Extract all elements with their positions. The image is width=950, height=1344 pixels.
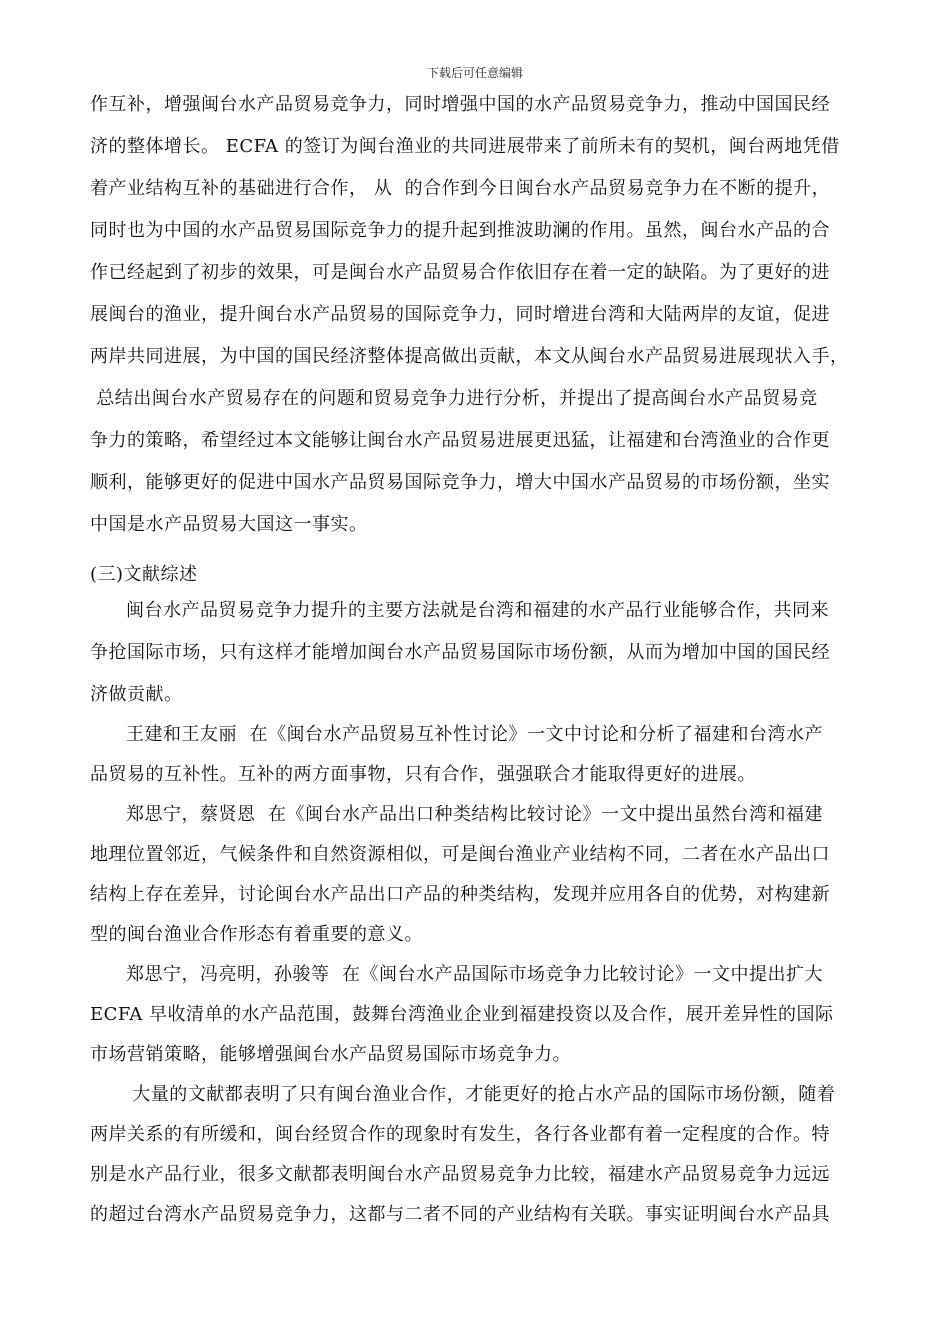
paragraph-first-line: 大量的文献都表明了只有闽台渔业合作，才能更好的抢占水产品的国际市场份额，随着	[126, 1084, 836, 1105]
text-line: 济的整体增长。 ECFA 的签订为闽台渔业的共同进展带来了前所未有的契机，闽台两地凭借	[90, 136, 840, 157]
text-line: 总结出闽台水产贸易存在的问题和贸易竞争力进行分析，并提出了提高闽台水产品贸易竞	[90, 388, 818, 409]
text-line: 的超过台湾水产品贸易竞争力，这都与二者不同的产业结构有关联。事实证明闽台水产品具	[90, 1204, 830, 1225]
text-line: 争力的策略，希望经过本文能够让闽台水产品贸易进展更迅猛，让福建和台湾渔业的合作更	[90, 430, 830, 451]
text-line: 品贸易的互补性。互补的两方面事物，只有合作，强强联合才能取得更好的进展。	[90, 764, 756, 785]
text-line: 济做贡献。	[90, 684, 183, 705]
text-line: 型的闽台渔业合作形态有着重要的意义。	[90, 924, 423, 945]
text-line: 展闽台的渔业，提升闽台水产品贸易的国际竞争力，同时增进台湾和大陆两岸的友谊，促进	[90, 304, 830, 325]
text-line: 顺利，能够更好的促进中国水产品贸易国际竞争力，增大中国水产品贸易的市场份额，坐实	[90, 472, 830, 493]
text-line: 别是水产品行业，很多文献都表明闽台水产品贸易竞争力比较，福建水产品贸易竞争力远远	[90, 1164, 830, 1185]
text-line: 结构上存在差异，讨论闽台水产品出口产品的种类结构，发现并应用各自的优势，对构建新	[90, 884, 830, 905]
text-line: 市场营销策略，能够增强闽台水产品贸易国际市场竞争力。	[90, 1044, 571, 1065]
text-line: 着产业结构互补的基础进行合作， 从 的合作到今日闽台水产品贸易竞争力在不断的提升，	[90, 178, 831, 199]
text-line: 两岸共同进展，为中国的国民经济整体提高做出贡献，本文从闽台水产品贸易进展现状入手，	[90, 346, 849, 367]
section-heading: (三)文献综述	[90, 564, 198, 585]
text-line: 同时也为中国的水产品贸易国际竞争力的提升起到推波助澜的作用。虽然，闽台水产品的合	[90, 220, 830, 241]
text-line: 作已经起到了初步的效果，可是闽台水产品贸易合作依旧存在着一定的缺陷。为了更好的进	[90, 262, 830, 283]
paragraph-first-line: 郑思宁，冯亮明，孙骏等 在《闽台水产品国际市场竞争力比较讨论》一文中提出扩大	[126, 964, 823, 985]
paragraph-first-line: 郑思宁，蔡贤恩 在《闽台水产品出口种类结构比较讨论》一文中提出虽然台湾和福建	[126, 804, 823, 825]
text-line: 作互补，增强闽台水产品贸易竞争力，同时增强中国的水产品贸易竞争力，推动中国国民经	[90, 94, 830, 115]
paragraph-first-line: 闽台水产品贸易竞争力提升的主要方法就是台湾和福建的水产品行业能够合作，共同来	[126, 600, 829, 621]
text-line: 两岸关系的有所缓和，闽台经贸合作的现象时有发生，各行各业都有着一定程度的合作。特	[90, 1124, 830, 1145]
text-line: 中国是水产品贸易大国这一事实。	[90, 514, 368, 535]
text-line: 地理位置邻近，气候条件和自然资源相似，可是闽台渔业产业结构不同，二者在水产品出口	[90, 844, 830, 865]
text-line: 争抢国际市场，只有这样才能增加闽台水产品贸易国际市场份额，从而为增加中国的国民经	[90, 642, 830, 663]
text-line: ECFA 早收清单的水产品范围，鼓舞台湾渔业企业到福建投资以及合作，展开差异性的国际	[90, 1004, 834, 1025]
page-header: 下载后可任意编辑	[426, 66, 523, 80]
paragraph-first-line: 王建和王友丽 在《闽台水产品贸易互补性讨论》一文中讨论和分析了福建和台湾水产	[126, 724, 823, 745]
